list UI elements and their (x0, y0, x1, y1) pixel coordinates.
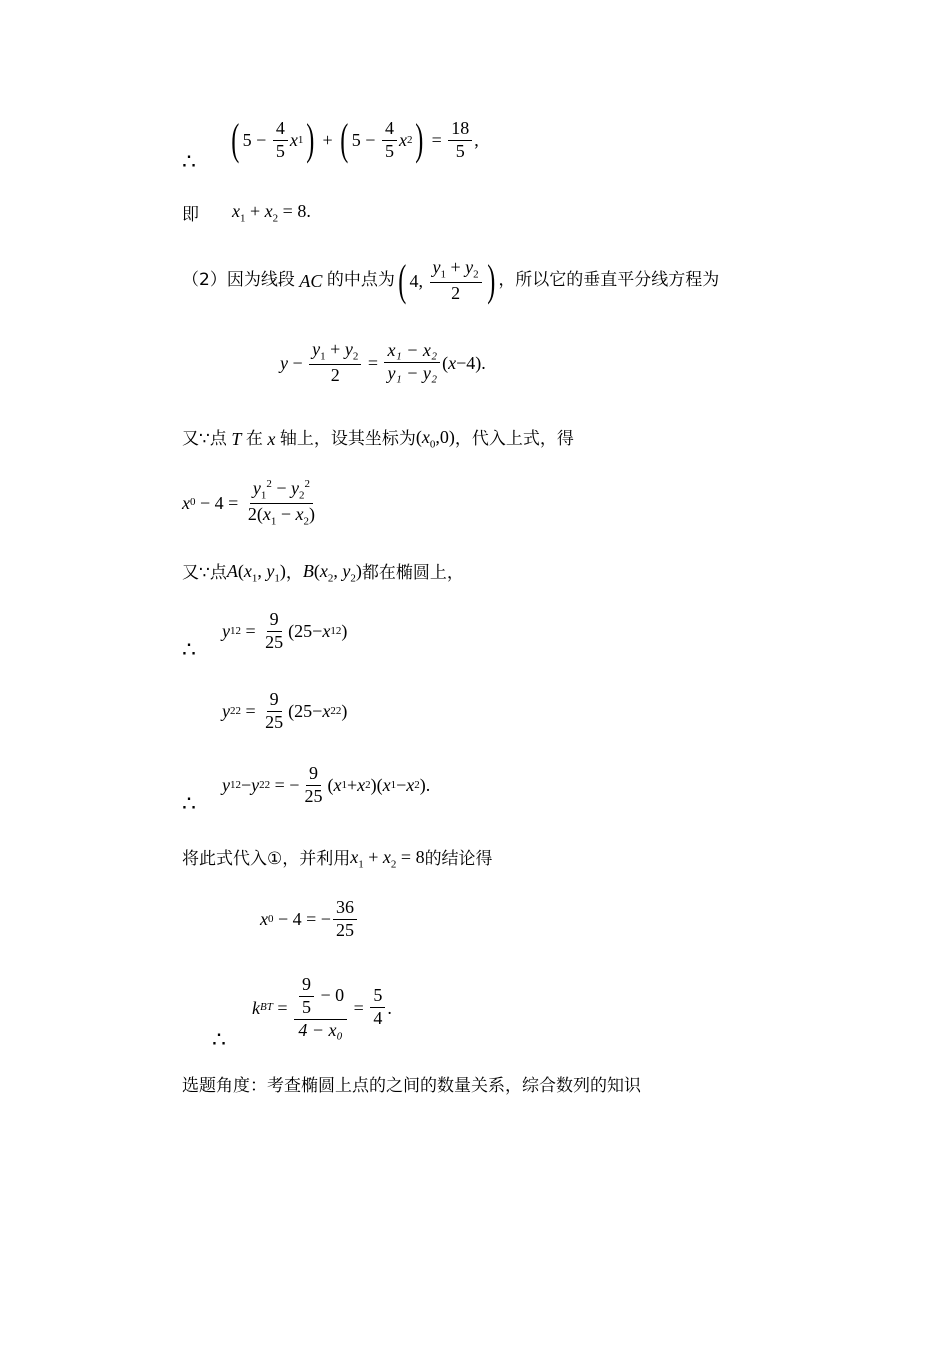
part2-line: （2）因为线段 AC 的中点为 ( 4 , $\frac{y_1 + y_2}{2}$ ) ，所以它的垂直平分线方程为 (182, 255, 720, 305)
equation-x0-value: x 0 − 4 = − $\frac{36}{25}$ (260, 898, 359, 941)
part2-end: ，所以它的垂直平分线方程为 (498, 270, 720, 291)
ji-label: 即 (182, 205, 199, 225)
equation-sum-x: $x_1 + x_2 = 8$. (232, 201, 311, 225)
equation-sum-distances: ( 5 − $\frac{4}{5}$ x 1 ) + ( 5 − $\frac{4}{5}$ x 2 ) = $\frac{18}{5}$ , (231, 115, 479, 164)
eq1-rhs: $\frac{18}{5}$ (448, 119, 472, 162)
eq1-five: 5 (242, 130, 252, 150)
equation-difference: y 1 2 − y 2 2 = − $\frac{9}{25}$ ( x 1 + x 2 )( x 1 − x 2 ). (222, 763, 431, 806)
therefore-symbol: ∴ (182, 792, 196, 817)
points-AB-line: 又∵点 $A(x_1$, $y_1$) ， $B(x_2$, $y_2$) 都在椭圆上， (182, 561, 464, 585)
part2-intro: （2）因为线段 (182, 270, 295, 291)
equation-slope-BT: k BT = $\frac{9}{5}$ − 0 4 − x₀ = $\frac{5}{4}$ . (252, 974, 392, 1040)
therefore-symbol: ∴ (182, 638, 196, 663)
eq1-frac-a: $\frac{4}{5}$ (273, 119, 288, 162)
topic-angle-text: 选题角度：考查椭圆上点的之间的数量关系，综合数列的知识 (182, 1076, 641, 1096)
eq1-frac-b: $\frac{4}{5}$ (382, 119, 397, 162)
equation-y1-squared: y 1 2 = $\frac{9}{25}$ ( 25 − x 1 2 ) (222, 609, 348, 652)
equation-x0: x 0 − 4 = $\frac{y_1^2 - y_2^2}{2(x_1 - x_2)}$ (182, 478, 315, 528)
point-T-line: 又∵点 T 在 x 轴上，设其坐标为 $(x_0,0)$ ，代入上式，得 (182, 427, 574, 451)
substitute-line: 将此式代入①，并利用 $x_1 + x_2 = 8$ 的结论得 (182, 847, 493, 871)
therefore-symbol: ∴ (212, 1028, 226, 1053)
equation-bisector: y − $\frac{y_1 + y_2}{2}$ = $\frac{\text{x₁ − x₂}}{\text{y₁ − y₂}}$ ( x − 4 ). (280, 339, 486, 385)
equation-y2-squared: y 2 2 = $\frac{9}{25}$ ( 25 − x 2 2 ) (222, 689, 348, 732)
therefore-symbol: ∴ (182, 150, 196, 175)
part2-mid: 的中点为 (326, 270, 395, 291)
